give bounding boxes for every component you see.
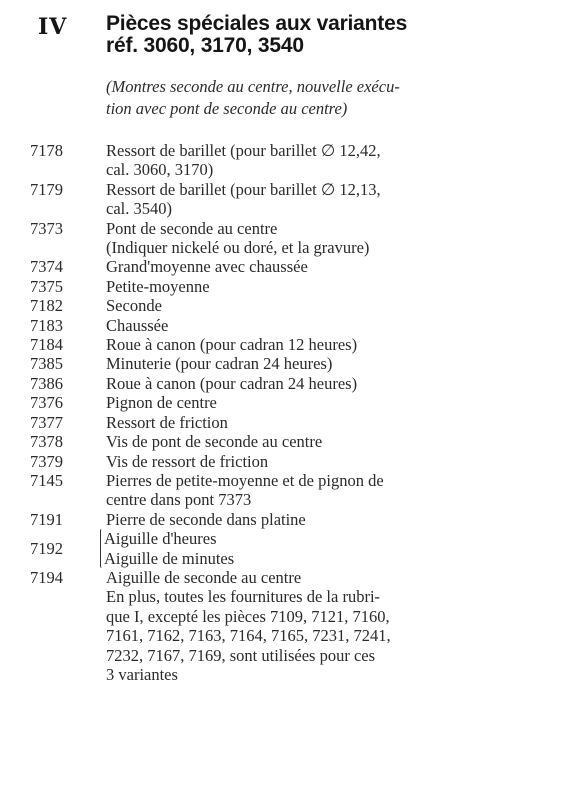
parts-list-item [30, 471, 540, 510]
parts-list-item [30, 335, 540, 354]
part-description-line: Ressort de friction [106, 412, 228, 432]
parts-list-item [30, 374, 540, 393]
parts-list-item [30, 510, 540, 529]
part-description-line: Aiguille d'heures [104, 529, 217, 549]
parts-list-item [30, 393, 540, 412]
part-description-line: cal. 3540) [106, 199, 172, 219]
part-description [106, 277, 540, 296]
part-number: 7375 [30, 276, 63, 296]
part-number: 7376 [30, 393, 63, 413]
part-description-line: 7161, 7162, 7163, 7164, 7165, 7231, 7241, [106, 626, 391, 646]
parts-list-item-braced [30, 529, 540, 568]
parts-list [30, 141, 540, 684]
heading-line-1: Pièces spéciales aux variantes [106, 12, 408, 35]
parts-list-item [30, 432, 540, 451]
section-heading [106, 13, 407, 57]
part-number: 7191 [30, 509, 63, 529]
section-subtitle [106, 76, 526, 120]
part-number: 7386 [30, 373, 63, 393]
part-description-line: Minuterie (pour cadran 24 heures) [106, 354, 333, 374]
parts-list-item [30, 568, 540, 684]
part-description [106, 180, 540, 219]
part-description-line: Roue à canon (pour cadran 12 heures) [106, 335, 358, 355]
parts-list-item [30, 180, 540, 219]
part-description-line: centre dans pont 7373 [106, 490, 252, 510]
part-description-line: Seconde [106, 296, 162, 316]
heading-line-2: réf. 3060, 3170, 3540 [106, 34, 304, 57]
part-number: 7373 [30, 218, 63, 238]
part-description [106, 316, 540, 335]
part-description-line: Chaussée [106, 315, 169, 335]
part-number: 7184 [30, 335, 63, 355]
parts-list-item [30, 354, 540, 373]
part-description [106, 393, 540, 412]
part-number: 7178 [30, 141, 63, 160]
part-description [106, 432, 540, 451]
part-description-line: Roue à canon (pour cadran 24 heures) [106, 373, 358, 393]
part-number: 7385 [30, 354, 63, 374]
brace-group [100, 529, 540, 568]
part-description [106, 452, 540, 471]
part-description-line: Pierres de petite-moyenne et de pignon de [106, 470, 384, 490]
part-description [106, 296, 540, 315]
parts-list-item [30, 316, 540, 335]
part-description-line: Ressort de barillet (pour barillet ∅ 12,13, [106, 179, 381, 199]
parts-list-item [30, 257, 540, 276]
parts-list-item [30, 296, 540, 315]
part-number: 7377 [30, 412, 63, 432]
part-number: 7192 [30, 538, 63, 558]
part-number: 7179 [30, 179, 63, 199]
part-description-line: Grand'moyenne avec chaussée [106, 257, 308, 277]
part-description-line: Aiguille de seconde au centre [106, 567, 302, 587]
part-description-line: Pont de seconde au centre [106, 218, 278, 238]
parts-items [30, 141, 540, 529]
part-description [106, 257, 540, 276]
part-description [106, 413, 540, 432]
parts-list-last [30, 568, 540, 684]
part-description [106, 374, 540, 393]
part-description [106, 219, 540, 258]
subtitle-line-2: tion avec pont de seconde au centre) [106, 99, 348, 118]
part-description-line: 3 variantes [106, 664, 178, 684]
part-description-line: Vis de ressort de friction [106, 451, 269, 471]
part-description-line: En plus, toutes les fournitures de la rubri- [106, 587, 381, 607]
part-description [106, 568, 540, 684]
part-description-line: que I, excepté les pièces 7109, 7121, 7160, [106, 606, 390, 626]
section-numeral: IV [38, 14, 68, 40]
parts-list-item [30, 413, 540, 432]
part-number: 7194 [30, 567, 63, 587]
part-number: 7183 [30, 315, 63, 335]
part-description-line: 7232, 7167, 7169, sont utilisées pour ces [106, 645, 376, 665]
part-number: 7182 [30, 296, 63, 316]
part-description [106, 471, 540, 510]
parts-list-item [30, 277, 540, 296]
part-description [106, 141, 540, 180]
parts-list-item [30, 219, 540, 258]
part-description [106, 335, 540, 354]
subtitle-line-1: (Montres seconde au centre, nouvelle exécu- [106, 77, 400, 96]
part-description-line: Petite-moyenne [106, 276, 210, 296]
part-description-line: Vis de pont de seconde au centre [106, 432, 323, 452]
part-number: 7145 [30, 470, 63, 490]
part-description-line: Pierre de seconde dans platine [106, 509, 306, 529]
part-description [106, 354, 540, 373]
part-number: 7374 [30, 257, 63, 277]
part-number: 7379 [30, 451, 63, 471]
part-description-line: Aiguille de minutes [104, 548, 235, 568]
part-number: 7378 [30, 432, 63, 452]
parts-list-item [30, 141, 540, 180]
parts-list-item [30, 452, 540, 471]
part-description-line: cal. 3060, 3170) [106, 160, 214, 180]
part-description-line: Pignon de centre [106, 393, 217, 413]
part-description [106, 510, 540, 529]
part-description-line: Ressort de barillet (pour barillet ∅ 12,42, [106, 141, 381, 160]
part-description-line: (Indiquer nickelé ou doré, et la gravure) [106, 238, 370, 258]
